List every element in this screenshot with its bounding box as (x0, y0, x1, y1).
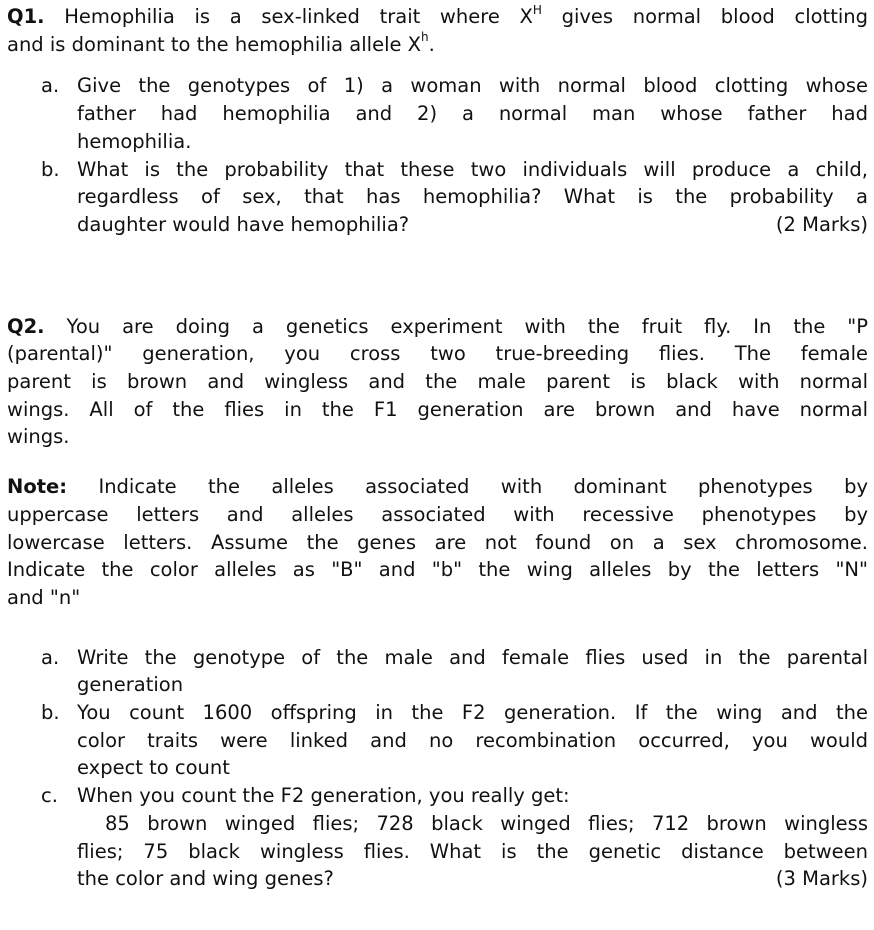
q1-intro-line-2 (7, 31, 868, 59)
q1-a-line-2: father had hemophilia and 2) a normal man whose father had (77, 102, 868, 126)
question-2 (7, 313, 868, 893)
q1-part-b-marker: b. (41, 157, 60, 181)
q2-b-line-2: color traits were linked and no recombination occurred, you would (77, 728, 868, 752)
q1-intro-text-2a: and is dominant to the hemophilia allele X (7, 32, 422, 56)
q2-intro-line-4: wings. All of the flies in the F1 generation are brown and have normal (7, 397, 868, 421)
q2-note-line-1 (7, 473, 868, 501)
q2-part-c-marker: c. (41, 784, 58, 808)
q2-c-line-1: When you count the F2 generation, you really get: (77, 784, 570, 808)
q1-intro-text-1b: gives normal blood clotting (561, 5, 869, 28)
note-label: Note: (7, 475, 68, 499)
q1-part-a (41, 72, 868, 155)
q2-part-c (41, 782, 868, 893)
question-1 (7, 3, 868, 239)
q2-note-line-2: uppercase letters and alleles associated with recessive phenotypes by (7, 502, 868, 526)
q2-c-line-2: 85 brown winged flies; 728 black winged flies; 712 brown wingless (105, 811, 868, 835)
q2-part-a (41, 644, 868, 699)
q2-part-a-marker: a. (41, 645, 60, 669)
q1-part-a-marker: a. (41, 74, 60, 98)
q1-b-line-1: What is the probability that these two individuals will produce a child, (77, 157, 868, 181)
q1-marks: (2 Marks) (775, 212, 868, 236)
q2-c-line-4 (77, 865, 868, 893)
q2-intro-line-3: parent is brown and wingless and the male parent is black with normal (7, 370, 868, 394)
q2-note-line-5: and "n" (7, 585, 81, 609)
q2-part-b-marker: b. (41, 701, 60, 725)
q2-part-b (41, 699, 868, 782)
q1-b-line-2: regardless of sex, that has hemophilia? What is the probability a (77, 185, 868, 209)
q1-b-line-3-text: daughter would have hemophilia? (77, 212, 410, 236)
q2-intro-text-1: You are doing a genetics experiment with the fruit fly. In the "P (66, 314, 869, 338)
q1-label: Q1. (7, 5, 45, 28)
q2-note (7, 473, 868, 612)
q1-part-b (41, 156, 868, 239)
q2-c-line-3: flies; 75 black wingless flies. What is the genetic distance between (77, 839, 868, 863)
q2-note-line-4: Indicate the color alleles as "B" and "b" the wing alleles by the letters "N" (7, 558, 868, 582)
q2-b-line-1: You count 1600 offspring in the F2 generation. If the wing and the (77, 701, 868, 725)
q2-b-line-3: expect to count (77, 756, 230, 780)
q1-a-line-1: Give the genotypes of 1) a woman with normal blood clotting whose (77, 74, 868, 98)
q2-label: Q2. (7, 314, 45, 338)
superscript-H: H (532, 2, 542, 17)
q1-a-line-3: hemophilia. (77, 129, 192, 153)
q1-intro-text-1a: Hemophilia is a sex-linked trait where X (64, 5, 533, 28)
q2-note-text-1: Indicate the alleles associated with dominant phenotypes by (98, 475, 868, 499)
q1-b-line-3 (77, 211, 868, 239)
q1-intro-text-2b: . (428, 32, 435, 56)
q2-marks: (3 Marks) (775, 867, 868, 891)
q2-intro-line-2: (parental)" generation, you cross two true-breeding flies. The female (7, 342, 868, 366)
q2-a-line-1: Write the genotype of the male and female flies used in the parental (77, 645, 868, 669)
superscript-h: h (421, 30, 429, 45)
q2-intro-line-1 (7, 313, 868, 341)
q2-intro-line-5: wings. (7, 425, 70, 449)
q2-c-line-4-text: the color and wing genes? (77, 867, 334, 891)
q2-a-line-2: generation (77, 673, 184, 697)
q1-intro-line-1 (7, 3, 868, 31)
q2-note-line-3: lowercase letters. Assume the genes are not found on a sex chromosome. (7, 530, 868, 554)
